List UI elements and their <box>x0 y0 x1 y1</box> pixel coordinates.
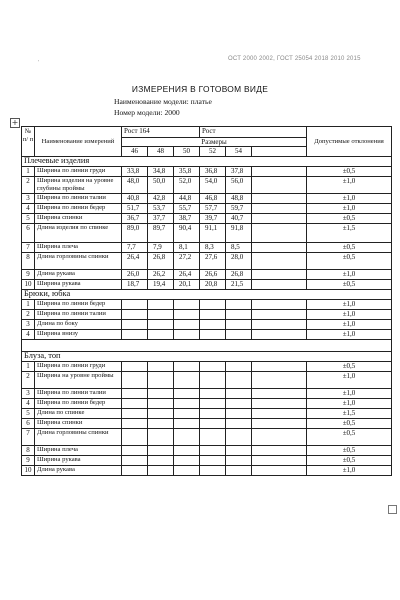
size-value-cell <box>174 300 200 310</box>
table-header-row-1 <box>22 127 392 138</box>
size-value-cell <box>148 389 174 399</box>
size-value-cell <box>200 330 226 340</box>
spare-cell <box>252 429 307 446</box>
measurement-name: Ширина плеча <box>35 446 122 456</box>
size-value-cell: 27,6 <box>200 253 226 270</box>
spare-cell <box>252 214 307 224</box>
table-row <box>22 389 392 399</box>
size-value-cell <box>148 399 174 409</box>
spare-cell <box>252 300 307 310</box>
tolerance-cell: ±1,0 <box>307 204 392 214</box>
size-value-cell: 27,2 <box>174 253 200 270</box>
table-row <box>22 372 392 389</box>
size-value-cell: 21,5 <box>226 280 252 290</box>
measurement-name: Ширина по линии бедер <box>35 300 122 310</box>
spare-cell <box>252 204 307 214</box>
tolerance-cell: ±0,5 <box>307 429 392 446</box>
measurement-name: Длина рукава <box>35 270 122 280</box>
row-number: 2 <box>22 310 35 320</box>
size-value-cell <box>200 362 226 372</box>
size-value-cell: 38,7 <box>174 214 200 224</box>
size-value-cell <box>226 310 252 320</box>
row-number: 10 <box>22 280 35 290</box>
size-value-cell <box>122 362 148 372</box>
size-value-cell <box>148 409 174 419</box>
tolerance-cell: ±0,5 <box>307 419 392 429</box>
size-value-cell <box>226 320 252 330</box>
measurement-name: Ширина рукава <box>35 456 122 466</box>
measurement-name: Ширина по линии бедер <box>35 399 122 409</box>
measurement-name: Длина по спинке <box>35 409 122 419</box>
size-value-cell: 35,8 <box>174 167 200 177</box>
size-value-cell <box>174 389 200 399</box>
row-number: 3 <box>22 194 35 204</box>
tolerance-cell: ±1,0 <box>307 270 392 280</box>
section-title: Брюки, юбка <box>22 290 392 300</box>
spare-cell <box>252 330 307 340</box>
row-number: 4 <box>22 399 35 409</box>
spare-cell <box>252 456 307 466</box>
tolerance-cell: ±0,5 <box>307 167 392 177</box>
size-value-cell <box>148 310 174 320</box>
spare-cell <box>252 167 307 177</box>
measurement-name: Ширина изделия на уровне глубины проймы <box>35 177 122 194</box>
table-row <box>22 177 392 194</box>
measurement-name: Ширина по линии груди <box>35 167 122 177</box>
measurement-name: Ширина по линии талии <box>35 194 122 204</box>
size-value-cell: 8,1 <box>174 243 200 253</box>
row-number: 8 <box>22 253 35 270</box>
table-row <box>22 194 392 204</box>
size-value-cell: 39,7 <box>200 214 226 224</box>
tolerance-cell: ±0,5 <box>307 456 392 466</box>
table-row <box>22 456 392 466</box>
size-value-cell <box>148 466 174 476</box>
spare-cell <box>252 194 307 204</box>
measurement-name: Ширина по линии груди <box>35 362 122 372</box>
header-sizes: Размеры <box>122 138 307 147</box>
section-title-row <box>22 290 392 300</box>
size-value-cell <box>122 409 148 419</box>
table-row <box>22 270 392 280</box>
row-number: 4 <box>22 330 35 340</box>
size-value-cell <box>226 362 252 372</box>
header-rost-2: Рост <box>200 127 307 138</box>
size-value-cell: 26,2 <box>148 270 174 280</box>
tolerance-cell: ±1,5 <box>307 224 392 243</box>
size-value-cell: 90,4 <box>174 224 200 243</box>
table-row <box>22 224 392 243</box>
size-value-cell <box>200 300 226 310</box>
size-value-cell <box>174 330 200 340</box>
tolerance-cell: ±1,0 <box>307 466 392 476</box>
size-value-cell <box>200 456 226 466</box>
row-number: 3 <box>22 389 35 399</box>
tolerance-cell: ±1,0 <box>307 372 392 389</box>
table-row <box>22 320 392 330</box>
row-number: 6 <box>22 224 35 243</box>
measurement-name: Ширина спинки <box>35 214 122 224</box>
section-title: Блуза, топ <box>22 352 392 362</box>
size-value-cell: 48,8 <box>226 194 252 204</box>
tolerance-cell: ±1,0 <box>307 399 392 409</box>
tolerance-cell: ±1,0 <box>307 194 392 204</box>
size-value-cell: 40,7 <box>226 214 252 224</box>
size-value-cell <box>148 446 174 456</box>
spare-cell <box>252 362 307 372</box>
tolerance-cell: ±0,5 <box>307 214 392 224</box>
size-value-cell: 36,7 <box>122 214 148 224</box>
size-value-cell <box>148 320 174 330</box>
model-name: Наименование модели: платье <box>114 97 212 106</box>
row-number: 4 <box>22 204 35 214</box>
spare-cell <box>252 253 307 270</box>
table-row <box>22 399 392 409</box>
size-value-cell: 7,9 <box>148 243 174 253</box>
tolerance-cell: ±0,5 <box>307 446 392 456</box>
spare-cell <box>252 270 307 280</box>
size-value-cell <box>200 429 226 446</box>
size-value-cell <box>174 419 200 429</box>
size-value-cell <box>122 310 148 320</box>
size-value-cell: 28,0 <box>226 253 252 270</box>
table-row <box>22 429 392 446</box>
size-value-cell <box>200 419 226 429</box>
tolerance-cell: ±0,5 <box>307 253 392 270</box>
tolerance-cell: ±1,0 <box>307 389 392 399</box>
size-value-cell: 37,8 <box>226 167 252 177</box>
section-title-row <box>22 157 392 167</box>
measurement-name: Ширина по линии талии <box>35 389 122 399</box>
size-value-cell <box>148 372 174 389</box>
size-header-cell: 46 <box>122 147 148 157</box>
document-title: ИЗМЕРЕНИЯ В ГОТОВОМ ВИДЕ <box>131 84 269 94</box>
size-value-cell: 44,8 <box>174 194 200 204</box>
size-value-cell <box>174 362 200 372</box>
spare-cell <box>252 280 307 290</box>
spare-cell <box>252 243 307 253</box>
size-value-cell <box>122 372 148 389</box>
table-row <box>22 300 392 310</box>
measurement-name: Ширина на уровне проймы <box>35 372 122 389</box>
document-header-number: ОСТ 2000 2002, ГОСТ 25054 2018 2010 2015 <box>228 56 361 62</box>
spare-cell <box>252 466 307 476</box>
row-number: 5 <box>22 214 35 224</box>
row-number: 7 <box>22 243 35 253</box>
size-value-cell <box>148 419 174 429</box>
row-number: 2 <box>22 372 35 389</box>
size-value-cell <box>122 399 148 409</box>
spare-cell <box>252 224 307 243</box>
size-value-cell: 42,8 <box>148 194 174 204</box>
size-value-cell <box>122 429 148 446</box>
size-value-cell <box>200 320 226 330</box>
row-number: 3 <box>22 320 35 330</box>
table-row <box>22 362 392 372</box>
tolerance-cell: ±0,5 <box>307 243 392 253</box>
row-number: 1 <box>22 167 35 177</box>
measurement-name: Длина по боку <box>35 320 122 330</box>
tolerance-cell: ±1,0 <box>307 177 392 194</box>
size-value-cell: 46,8 <box>200 194 226 204</box>
measurements-table <box>21 126 392 476</box>
tolerance-cell: ±0,5 <box>307 280 392 290</box>
size-value-cell <box>122 446 148 456</box>
tolerance-cell: ±0,5 <box>307 362 392 372</box>
table-row <box>22 409 392 419</box>
size-value-cell: 54,0 <box>200 177 226 194</box>
spare-cell <box>252 409 307 419</box>
header-num: № п/ п <box>22 127 35 157</box>
size-value-cell <box>122 389 148 399</box>
tolerance-cell: ±1,0 <box>307 320 392 330</box>
size-value-cell <box>226 330 252 340</box>
size-value-cell <box>200 399 226 409</box>
size-header-cell: 52 <box>200 147 226 157</box>
size-value-cell: 26,4 <box>122 253 148 270</box>
size-value-cell: 34,8 <box>148 167 174 177</box>
tolerance-cell: ±1,5 <box>307 409 392 419</box>
size-value-cell: 51,7 <box>122 204 148 214</box>
row-number: 10 <box>22 466 35 476</box>
size-value-cell: 59,7 <box>226 204 252 214</box>
table-row <box>22 253 392 270</box>
size-value-cell: 89,7 <box>148 224 174 243</box>
size-value-cell <box>226 466 252 476</box>
measurement-name: Длина горловины спинки <box>35 429 122 446</box>
size-value-cell <box>174 456 200 466</box>
spare-cell <box>252 372 307 389</box>
spare-cell <box>252 419 307 429</box>
row-number: 1 <box>22 362 35 372</box>
size-value-cell <box>122 320 148 330</box>
table-row <box>22 214 392 224</box>
size-value-cell: 8,3 <box>200 243 226 253</box>
measurement-name: Ширина внизу <box>35 330 122 340</box>
size-value-cell <box>200 466 226 476</box>
size-value-cell <box>200 372 226 389</box>
size-value-cell: 91,1 <box>200 224 226 243</box>
section-title: Плечевые изделия <box>22 157 392 167</box>
table-move-handle-icon[interactable]: + <box>11 118 19 127</box>
spare-cell <box>252 399 307 409</box>
size-value-cell <box>122 419 148 429</box>
table-row <box>22 310 392 320</box>
size-value-cell: 26,6 <box>200 270 226 280</box>
size-value-cell: 26,8 <box>148 253 174 270</box>
size-value-cell <box>226 456 252 466</box>
table-row <box>22 466 392 476</box>
size-header-cell: 48 <box>148 147 174 157</box>
tolerance-cell: ±1,0 <box>307 330 392 340</box>
spare-cell <box>252 310 307 320</box>
size-value-cell <box>122 466 148 476</box>
size-value-cell <box>174 320 200 330</box>
size-value-cell <box>226 419 252 429</box>
header-rost-1: Рост 164 <box>122 127 200 138</box>
table-row <box>22 204 392 214</box>
table-row <box>22 419 392 429</box>
section-spacer-row <box>22 340 392 352</box>
spare-cell <box>252 446 307 456</box>
section-title-row <box>22 352 392 362</box>
table-row <box>22 446 392 456</box>
size-value-cell: 26,0 <box>122 270 148 280</box>
size-value-cell: 8,5 <box>226 243 252 253</box>
size-value-cell <box>226 389 252 399</box>
size-value-cell: 20,8 <box>200 280 226 290</box>
size-value-cell <box>226 372 252 389</box>
size-value-cell: 37,7 <box>148 214 174 224</box>
measurement-name: Длина рукава <box>35 466 122 476</box>
table-row <box>22 280 392 290</box>
size-value-cell: 89,0 <box>122 224 148 243</box>
size-value-cell: 33,8 <box>122 167 148 177</box>
size-value-cell: 53,7 <box>148 204 174 214</box>
header-name: Наименование измерений <box>35 127 122 157</box>
size-value-cell: 19,4 <box>148 280 174 290</box>
row-number: 9 <box>22 270 35 280</box>
size-value-cell: 48,0 <box>122 177 148 194</box>
page-mark: ' <box>38 60 40 66</box>
size-value-cell: 50,0 <box>148 177 174 194</box>
size-value-cell: 18,7 <box>122 280 148 290</box>
tolerance-cell: ±1,0 <box>307 300 392 310</box>
size-header-cell: 54 <box>226 147 252 157</box>
spare-cell <box>252 389 307 399</box>
size-value-cell <box>174 409 200 419</box>
size-value-cell <box>200 409 226 419</box>
row-number: 2 <box>22 177 35 194</box>
measurement-name: Ширина спинки <box>35 419 122 429</box>
model-number: Номер модели: 2000 <box>114 108 180 117</box>
size-value-cell: 57,7 <box>200 204 226 214</box>
size-value-cell <box>174 466 200 476</box>
size-value-cell <box>148 300 174 310</box>
measurement-name: Ширина плеча <box>35 243 122 253</box>
size-value-cell: 26,8 <box>226 270 252 280</box>
size-value-cell <box>122 456 148 466</box>
table-row <box>22 243 392 253</box>
size-value-cell: 20,1 <box>174 280 200 290</box>
measurement-name: Длина горловины спинки <box>35 253 122 270</box>
size-value-cell <box>174 310 200 320</box>
size-header-cell: 50 <box>174 147 200 157</box>
measurement-name: Ширина по линии талии <box>35 310 122 320</box>
size-value-cell <box>174 429 200 446</box>
spare-cell <box>252 177 307 194</box>
size-value-cell <box>174 446 200 456</box>
measurement-name: Длина изделия по спинке <box>35 224 122 243</box>
row-number: 8 <box>22 446 35 456</box>
row-number: 1 <box>22 300 35 310</box>
size-value-cell <box>148 362 174 372</box>
size-value-cell <box>200 389 226 399</box>
size-value-cell: 26,4 <box>174 270 200 280</box>
size-value-cell: 91,8 <box>226 224 252 243</box>
spare-cell <box>252 320 307 330</box>
size-value-cell <box>122 330 148 340</box>
spacer-cell <box>22 340 392 352</box>
size-value-cell <box>148 429 174 446</box>
size-value-cell: 40,8 <box>122 194 148 204</box>
size-value-cell <box>226 446 252 456</box>
measurement-name: Ширина по линии бедер <box>35 204 122 214</box>
size-value-cell <box>148 456 174 466</box>
size-value-cell <box>200 446 226 456</box>
size-value-cell <box>226 409 252 419</box>
size-value-cell <box>148 330 174 340</box>
size-value-cell <box>122 300 148 310</box>
size-value-cell: 36,8 <box>200 167 226 177</box>
row-number: 9 <box>22 456 35 466</box>
size-value-cell: 52,0 <box>174 177 200 194</box>
size-value-cell: 7,7 <box>122 243 148 253</box>
size-value-cell <box>226 399 252 409</box>
row-number: 5 <box>22 409 35 419</box>
row-number: 6 <box>22 419 35 429</box>
size-value-cell: 55,7 <box>174 204 200 214</box>
header-tolerance: Допустимые отклонения <box>307 127 392 157</box>
table-row <box>22 167 392 177</box>
measurement-name: Ширина рукава <box>35 280 122 290</box>
size-value-cell <box>226 300 252 310</box>
size-value-cell: 56,0 <box>226 177 252 194</box>
size-value-cell <box>174 399 200 409</box>
size-value-cell <box>226 429 252 446</box>
size-header-spare <box>252 147 307 157</box>
table-row <box>22 330 392 340</box>
row-number: 7 <box>22 429 35 446</box>
size-value-cell <box>200 310 226 320</box>
tolerance-cell: ±1,0 <box>307 310 392 320</box>
table-resize-handle-icon[interactable] <box>388 505 397 514</box>
size-value-cell <box>174 372 200 389</box>
